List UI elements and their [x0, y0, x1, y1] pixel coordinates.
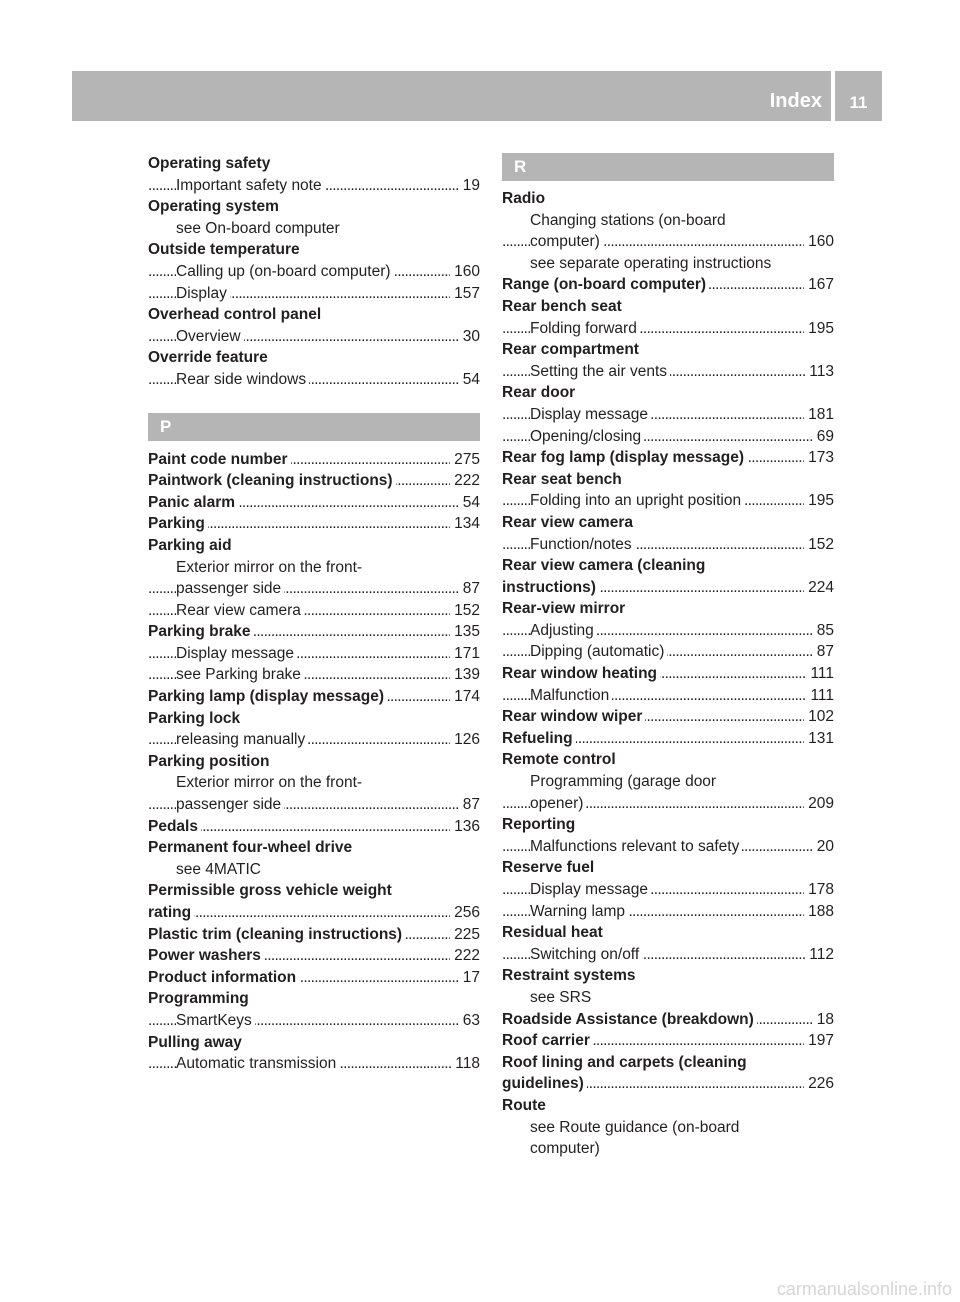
- index-subentry: [148, 326, 480, 348]
- entry-text: Parking position: [148, 752, 270, 770]
- entry-text: see 4MATIC: [176, 860, 261, 878]
- entry-text: Folding into an upright position: [530, 492, 744, 509]
- entry-text: Rear seat bench: [502, 470, 622, 488]
- page-title: Index: [769, 90, 822, 112]
- index-entry: [502, 296, 834, 318]
- entry-text: Permanent four-wheel drive: [148, 839, 353, 857]
- entry-page-number: 174: [450, 686, 480, 708]
- index-entry: [148, 708, 480, 730]
- index-entry: [502, 447, 834, 469]
- entry-text: Rear compartment: [502, 341, 639, 359]
- index-subentry: [502, 641, 834, 663]
- index-subentry: [148, 175, 480, 197]
- entry-text: Display message: [530, 406, 651, 423]
- index-subentry: [148, 557, 480, 579]
- entry-text: Rear view camera: [502, 513, 633, 531]
- entry-text: Operating safety: [148, 155, 271, 172]
- entry-page-number: 139: [450, 664, 480, 686]
- entry-text: Override feature: [148, 349, 268, 367]
- index-entry: [148, 535, 480, 557]
- index-entry: [502, 922, 834, 944]
- entry-text: Roadside Assistance (breakdown): [502, 1011, 757, 1028]
- index-subentry: [502, 836, 834, 858]
- entry-text: Function/notes: [530, 536, 635, 553]
- entry-text: Warning lamp: [530, 903, 628, 920]
- entry-text: see Parking brake: [176, 666, 304, 683]
- index-entry: [502, 663, 834, 685]
- section-header-p: P: [148, 413, 480, 441]
- index-entry: [148, 239, 480, 261]
- entry-text: Rear window heating: [502, 665, 660, 682]
- index-subentry: [148, 1010, 480, 1032]
- entry-text: Rear bench seat: [502, 297, 622, 315]
- entry-text: Malfunction: [530, 687, 612, 704]
- index-entry: [502, 1073, 834, 1095]
- index-entry: [148, 304, 480, 326]
- index-subentry: [502, 318, 834, 340]
- entry-text: SmartKeys: [176, 1012, 255, 1029]
- entry-page-number: 85: [813, 620, 834, 642]
- entry-text: Opening/closing: [530, 428, 644, 445]
- entry-text: Roof lining and carpets (cleaning: [502, 1053, 747, 1071]
- entry-page-number: 135: [450, 621, 480, 643]
- index-entry: [502, 814, 834, 836]
- entry-text: computer): [530, 233, 603, 250]
- entry-text: Range (on-board computer): [502, 276, 709, 293]
- index-entry: [148, 686, 480, 708]
- entry-text: Changing stations (on-board: [530, 211, 726, 229]
- entry-page-number: 112: [805, 944, 834, 966]
- index-subentry: [502, 620, 834, 642]
- entry-page-number: 152: [804, 534, 834, 556]
- entry-text: Restraint systems: [502, 967, 636, 985]
- index-entry: [148, 988, 480, 1010]
- entry-text: Rear door: [502, 384, 576, 402]
- entry-page-number: 69: [813, 426, 834, 448]
- entry-text: Parking brake: [148, 623, 254, 640]
- index-entry: [502, 577, 834, 599]
- entry-text: Parking: [148, 515, 208, 532]
- index-subentry: [148, 369, 480, 391]
- entry-text: Panic alarm: [148, 494, 238, 511]
- index-entry: [148, 347, 480, 369]
- entry-text: passenger side: [176, 796, 284, 813]
- entry-page-number: 20: [813, 836, 834, 858]
- index-subentry: [502, 253, 834, 275]
- entry-text: Outside temperature: [148, 241, 300, 259]
- entry-page-number: 195: [804, 490, 834, 512]
- index-entry: [148, 1032, 480, 1054]
- entry-text: Adjusting: [530, 622, 597, 639]
- index-entry: [148, 621, 480, 643]
- index-entry: [148, 967, 480, 989]
- section-header-r: R: [502, 153, 834, 181]
- index-entry: [502, 598, 834, 620]
- index-subentry: [502, 210, 834, 232]
- entry-text: rating: [148, 904, 194, 921]
- index-subentry: [502, 771, 834, 793]
- entry-page-number: 54: [459, 369, 480, 391]
- entry-text: Display message: [530, 881, 651, 898]
- entry-text: Rear view camera (cleaning: [502, 557, 706, 575]
- entry-page-number: 131: [804, 728, 834, 750]
- entry-text: Pedals: [148, 818, 201, 835]
- index-entry: [502, 274, 834, 296]
- entry-text: see Route guidance (on-board: [530, 1118, 740, 1136]
- entry-page-number: 197: [804, 1030, 834, 1052]
- entry-page-number: 209: [804, 793, 834, 815]
- index-entry: [502, 1009, 834, 1031]
- entry-text: Radio: [502, 190, 546, 207]
- index-entry: [502, 1030, 834, 1052]
- index-column-left: [148, 153, 480, 1075]
- entry-text: Automatic transmission: [176, 1055, 339, 1072]
- entry-page-number: 113: [805, 361, 834, 383]
- entry-text: releasing manually: [176, 731, 308, 748]
- entry-page-number: 224: [804, 577, 834, 599]
- entry-page-number: 30: [459, 326, 480, 348]
- entry-text: Route: [502, 1096, 546, 1114]
- entry-text: Rear side windows: [176, 371, 309, 388]
- entry-page-number: 19: [459, 175, 480, 197]
- index-entry: [502, 339, 834, 361]
- index-subentry: [148, 729, 480, 751]
- index-subentry: [502, 901, 834, 923]
- entry-page-number: 134: [450, 513, 480, 535]
- index-entry: [148, 924, 480, 946]
- index-subentry: [148, 794, 480, 816]
- index-entry: [502, 469, 834, 491]
- entry-page-number: 111: [806, 685, 834, 707]
- entry-page-number: 102: [804, 706, 834, 728]
- entry-page-number: 152: [450, 600, 480, 622]
- entry-text: Programming (garage door: [530, 773, 717, 791]
- entry-page-number: 222: [450, 470, 480, 492]
- index-entry: [148, 513, 480, 535]
- entry-page-number: 275: [450, 449, 480, 471]
- index-subentry: [148, 283, 480, 305]
- entry-page-number: 160: [450, 261, 480, 283]
- entry-text: Parking aid: [148, 536, 232, 554]
- entry-page-number: 157: [450, 283, 480, 305]
- entry-text: Parking lock: [148, 709, 241, 727]
- index-subentry: [148, 643, 480, 665]
- index-subentry: [502, 490, 834, 512]
- entry-text: see On-board computer: [176, 219, 340, 237]
- index-entry: [148, 470, 480, 492]
- entry-page-number: 188: [804, 901, 834, 923]
- index-entry: [502, 965, 834, 987]
- entry-page-number: 63: [459, 1010, 480, 1032]
- entry-text: Residual heat: [502, 924, 603, 942]
- index-entry: [148, 153, 480, 175]
- index-subentry: [502, 793, 834, 815]
- entry-text: Parking lamp (display message): [148, 688, 387, 705]
- index-subentry: [148, 218, 480, 240]
- entry-page-number: 126: [450, 729, 480, 751]
- entry-page-number: 225: [450, 924, 480, 946]
- footer-watermark: carmanualsonline.info: [776, 1279, 952, 1299]
- index-column-right: [502, 153, 834, 1160]
- index-subentry: [502, 944, 834, 966]
- index-entry: [502, 1052, 834, 1074]
- entry-text: Rear view camera: [176, 602, 304, 619]
- entry-text: Folding forward: [530, 320, 640, 337]
- index-subentry: [502, 361, 834, 383]
- index-entry: [502, 188, 834, 210]
- entry-text: Programming: [148, 990, 249, 1008]
- index-entry: [148, 945, 480, 967]
- entry-text: Calling up (on-board computer): [176, 263, 394, 280]
- entry-page-number: 87: [459, 578, 480, 600]
- entry-text: Power washers: [148, 947, 264, 964]
- index-entry: [502, 728, 834, 750]
- index-entry: [148, 902, 480, 924]
- entry-text: passenger side: [176, 580, 284, 597]
- entry-text: instructions): [502, 579, 599, 596]
- entry-text: guidelines): [502, 1075, 587, 1092]
- entry-text: Exterior mirror on the front-: [176, 774, 363, 792]
- index-subentry: [148, 859, 480, 881]
- entry-text: Overhead control panel: [148, 306, 322, 324]
- entry-text: Overview: [176, 328, 244, 345]
- index-group-o: [148, 153, 480, 391]
- entry-text: Exterior mirror on the front-: [176, 558, 363, 576]
- index-entry: [502, 857, 834, 879]
- entry-text: Refueling: [502, 730, 576, 747]
- index-entry: [148, 196, 480, 218]
- entry-text: Important safety note: [176, 177, 325, 194]
- index-subentry: [148, 772, 480, 794]
- page-number: 11: [849, 93, 868, 112]
- index-entry: [148, 492, 480, 514]
- index-subentry: [148, 600, 480, 622]
- index-subentry: [148, 1053, 480, 1075]
- entry-page-number: 54: [459, 492, 480, 514]
- entry-text: Reserve fuel: [502, 859, 595, 877]
- entry-text: Reporting: [502, 816, 576, 834]
- index-entry: [502, 749, 834, 771]
- index-entry: [502, 382, 834, 404]
- entry-text: Malfunctions relevant to safety: [530, 838, 742, 855]
- entry-text: Dipping (automatic): [530, 643, 667, 660]
- index-entry: [502, 706, 834, 728]
- index-subentry: [502, 404, 834, 426]
- index-subentry: [502, 231, 834, 253]
- entry-text: Product information: [148, 969, 299, 986]
- index-subentry: [502, 1117, 834, 1139]
- index-subentry: [502, 1138, 834, 1160]
- index-subentry: [148, 261, 480, 283]
- entry-page-number: 87: [813, 641, 834, 663]
- entry-page-number: 111: [806, 663, 834, 685]
- entry-page-number: 173: [804, 447, 834, 469]
- entry-text: Switching on/off: [530, 946, 642, 963]
- entry-page-number: 195: [804, 318, 834, 340]
- entry-text: Roof carrier: [502, 1032, 593, 1049]
- index-entry: [148, 751, 480, 773]
- index-entry: [502, 1095, 834, 1117]
- entry-text: Display message: [176, 645, 297, 662]
- entry-page-number: 118: [451, 1053, 480, 1075]
- index-subentry: [502, 879, 834, 901]
- index-entry: [148, 837, 480, 859]
- entry-text: Paintwork (cleaning instructions): [148, 472, 396, 489]
- entry-text: Setting the air vents: [530, 363, 670, 380]
- entry-page-number: 226: [804, 1073, 834, 1095]
- index-entry: [502, 512, 834, 534]
- entry-page-number: 181: [804, 404, 834, 426]
- entry-page-number: 178: [804, 879, 834, 901]
- entry-page-number: 256: [450, 902, 480, 924]
- index-subentry: [148, 664, 480, 686]
- index-entry: [148, 816, 480, 838]
- index-subentry: [502, 534, 834, 556]
- index-group-r: [502, 188, 834, 1160]
- entry-page-number: 136: [450, 816, 480, 838]
- entry-text: Operating system: [148, 198, 279, 216]
- entry-text: Permissible gross vehicle weight: [148, 882, 392, 900]
- entry-text: Display: [176, 285, 230, 302]
- entry-page-number: 167: [804, 274, 834, 296]
- entry-page-number: 222: [450, 945, 480, 967]
- entry-text: Rear fog lamp (display message): [502, 449, 747, 466]
- index-group-p: [148, 449, 480, 1075]
- index-subentry: [502, 426, 834, 448]
- entry-text: see SRS: [530, 988, 592, 1006]
- entry-text: Paint code number: [148, 451, 291, 468]
- index-subentry: [148, 578, 480, 600]
- entry-page-number: 17: [459, 967, 480, 989]
- entry-text: Remote control: [502, 751, 616, 769]
- entry-page-number: 160: [804, 231, 834, 253]
- entry-page-number: 18: [813, 1009, 834, 1031]
- entry-text: Rear-view mirror: [502, 600, 626, 618]
- entry-text: see separate operating instructions: [530, 254, 772, 272]
- index-subentry: [502, 685, 834, 707]
- entry-page-number: 171: [450, 643, 480, 665]
- entry-text: computer): [530, 1140, 600, 1158]
- entry-text: Pulling away: [148, 1033, 242, 1051]
- entry-text: opener): [530, 795, 586, 812]
- index-subentry: [502, 987, 834, 1009]
- index-entry: [148, 880, 480, 902]
- entry-page-number: 87: [459, 794, 480, 816]
- index-entry: [148, 449, 480, 471]
- index-entry: [502, 555, 834, 577]
- entry-text: Rear window wiper: [502, 708, 645, 725]
- entry-text: Plastic trim (cleaning instructions): [148, 926, 405, 943]
